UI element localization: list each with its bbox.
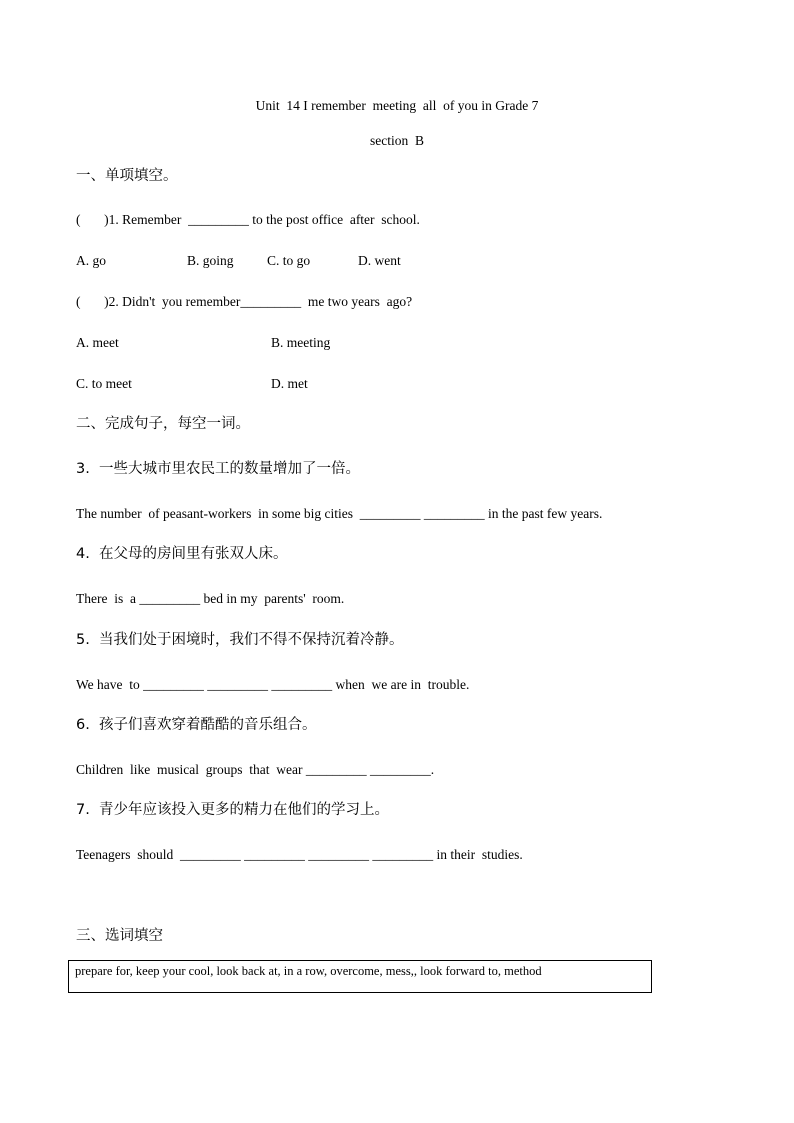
question-1-option-a: A. go <box>76 253 106 268</box>
question-2-option-b: B. meeting <box>271 335 331 350</box>
question-4-chinese: 4. 在父母的房间里有张双人床。 <box>76 546 288 562</box>
question-5-english: We have to _________ _________ _________ when we are in trouble. <box>76 677 470 692</box>
question-1-stem: ( )1. Remember _________ to the post office after school. <box>76 212 420 227</box>
question-2-stem: ( )2. Didn't you remember_________ me two years ago? <box>76 294 413 309</box>
question-2-option-c: C. to meet <box>76 376 132 391</box>
section-heading-2: 二、完成句子，每空一词。 <box>76 416 250 432</box>
question-1-option-c: C. to go <box>267 253 311 268</box>
question-3-english: The number of peasant-workers in some big cities _________ _________ in the past few years. <box>76 506 603 521</box>
question-1-option-d: D. went <box>358 253 401 268</box>
question-6-chinese: 6. 孩子们喜欢穿着酷酷的音乐组合。 <box>76 717 317 733</box>
section-heading-3: 三、选词填空 <box>76 928 163 944</box>
question-7-chinese: 7. 青少年应该投入更多的精力在他们的学习上。 <box>76 802 390 818</box>
word-bank-box <box>68 960 652 993</box>
section-heading-1: 一、单项填空。 <box>76 168 178 184</box>
word-bank-text: prepare for, keep your cool, look back at, in a row, overcome, mess,, look forward to, method <box>75 964 542 978</box>
question-6-english: Children like musical groups that wear _________ _________. <box>76 762 435 777</box>
question-1-option-b: B. going <box>187 253 234 268</box>
question-3-chinese: 3. 一些大城市里农民工的数量增加了一倍。 <box>76 461 361 477</box>
question-5-chinese: 5. 当我们处于困境时，我们不得不保持沉着冷静。 <box>76 632 404 648</box>
section-subtitle: section B <box>370 133 424 148</box>
question-4-english: There is a _________ bed in my parents' room. <box>76 591 345 606</box>
page-title: Unit 14 I remember meeting all of you in Grade 7 <box>255 98 539 113</box>
question-2-option-d: D. met <box>271 376 308 391</box>
question-2-option-a: A. meet <box>76 335 119 350</box>
question-7-english: Teenagers should _________ _________ _________ _________ in their studies. <box>76 847 523 862</box>
